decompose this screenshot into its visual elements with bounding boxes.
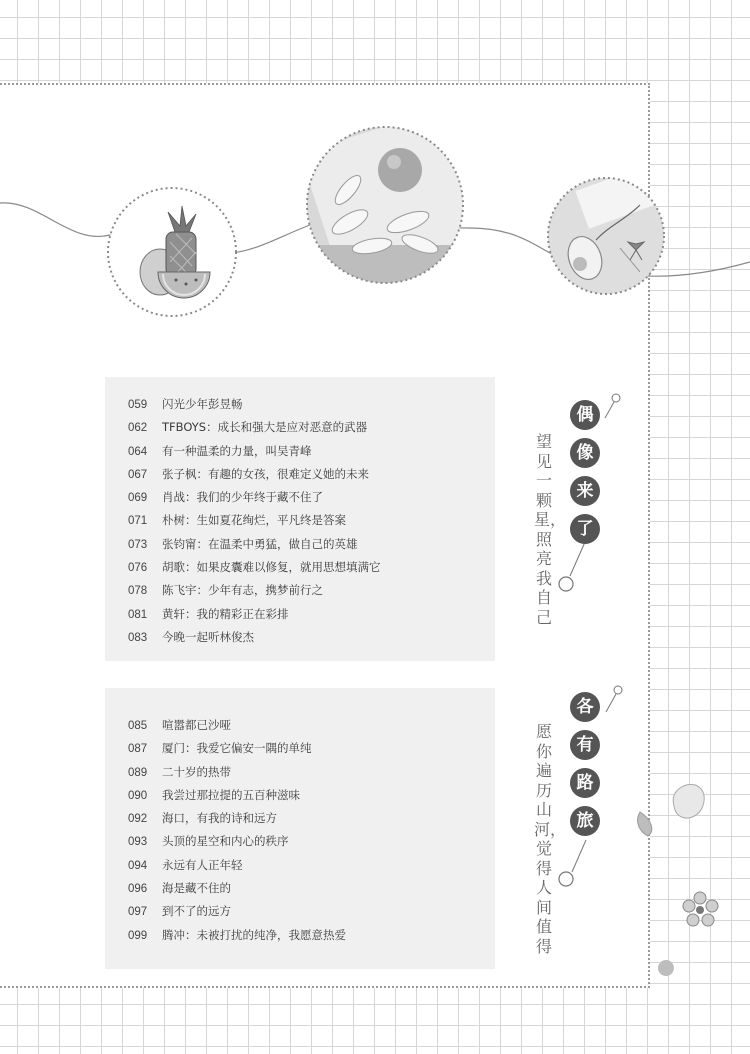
toc-entry[interactable] [128,877,495,900]
section-title-1 [570,400,604,552]
toc-title: 海口，有我的诗和远方 [162,811,277,826]
toc-title: 海是藏不住的 [162,881,231,896]
toc-page: 096 [128,883,148,896]
section-subtitle-2: 愿你遍历山河，觉得人间值得 [534,722,567,956]
toc-entry[interactable] [128,416,495,439]
toc-title: 张钧甯：在温柔中勇猛，做自己的英雄 [162,536,358,551]
title-char: 偶 [570,400,600,430]
toc-entry[interactable] [128,556,495,579]
toc-list-2 [128,714,495,947]
toc-entry[interactable] [128,486,495,509]
toc-page: 090 [128,789,148,802]
toc-page: 069 [128,492,148,505]
toc-entry[interactable] [128,509,495,532]
title-char: 像 [570,438,600,468]
toc-title: TFBOYS：成长和强大是应对恶意的武器 [162,420,368,435]
toc-page: 073 [128,538,148,551]
toc-entry[interactable] [128,737,495,760]
toc-page: 064 [128,445,148,458]
toc-entry[interactable] [128,714,495,737]
toc-title: 今晚一起听林俊杰 [162,629,254,644]
toc-page: 081 [128,608,148,621]
toc-title: 喧嚣都已沙哑 [162,718,231,732]
toc-title: 黄轩：我的精彩正在彩排 [162,606,289,621]
toc-title: 陈飞宇：少年有志，携梦前行之 [162,583,323,598]
toc-entry[interactable] [128,807,495,830]
toc-page: 093 [128,836,148,849]
toc-title: 永远有人正年轻 [162,857,243,872]
toc-page: 059 [128,399,148,411]
toc-entry[interactable] [128,533,495,556]
toc-entry[interactable] [128,603,495,626]
toc-page: 071 [128,515,148,528]
title-char: 有 [570,730,600,760]
toc-title: 朴树：生如夏花绚烂，平凡终是答案 [162,513,346,528]
toc-entry[interactable] [128,393,495,416]
toc-page: 087 [128,743,148,756]
title-char: 各 [570,692,600,722]
toc-page: 092 [128,813,148,826]
section-title-2 [570,692,604,844]
toc-title: 胡歌：如果皮囊难以修复，就用思想填满它 [162,560,381,575]
toc-entry[interactable] [128,440,495,463]
title-char: 了 [570,514,600,544]
toc-box-section-1 [105,377,495,661]
section-subtitle-1: 望见一颗星，照亮我自己 [534,432,567,627]
toc-page: 078 [128,585,148,598]
toc-entry[interactable] [128,830,495,853]
toc-title: 腾冲：未被打扰的纯净，我愿意热爱 [162,927,346,942]
toc-title: 我尝过那拉提的五百种滋味 [162,787,300,802]
title-char: 来 [570,476,600,506]
title-char: 路 [570,768,600,798]
toc-page: 099 [128,929,148,942]
toc-entry[interactable] [128,900,495,923]
toc-page: 062 [128,422,148,435]
toc-page: 083 [128,631,148,644]
toc-title: 二十岁的热带 [162,764,231,779]
toc-entry[interactable] [128,463,495,486]
toc-title: 闪光少年彭昱畅 [162,397,243,411]
toc-list-1 [128,393,495,649]
toc-page: 076 [128,562,148,575]
toc-title: 厦门：我爱它偏安一隅的单纯 [162,741,312,756]
toc-title: 有一种温柔的力量，叫吴青峰 [162,443,312,458]
toc-page: 067 [128,468,148,481]
toc-entry[interactable] [128,761,495,784]
toc-title: 张子枫：有趣的女孩，很难定义她的未来 [162,466,369,481]
toc-title: 肖战：我们的少年终于藏不住了 [162,490,323,505]
title-char: 旅 [570,806,600,836]
toc-page: 094 [128,859,148,872]
flower-icon [683,892,718,926]
toc-entry[interactable] [128,924,495,947]
toc-entry[interactable] [128,579,495,602]
dot-icon [658,960,674,976]
toc-entry[interactable] [128,626,495,649]
toc-entry[interactable] [128,854,495,877]
toc-title: 到不了的远方 [162,904,231,919]
toc-page: 085 [128,720,148,732]
toc-page: 097 [128,906,148,919]
toc-box-section-2 [105,688,495,969]
toc-title: 头顶的星空和内心的秩序 [162,834,289,849]
toc-page: 089 [128,766,148,779]
toc-entry[interactable] [128,784,495,807]
